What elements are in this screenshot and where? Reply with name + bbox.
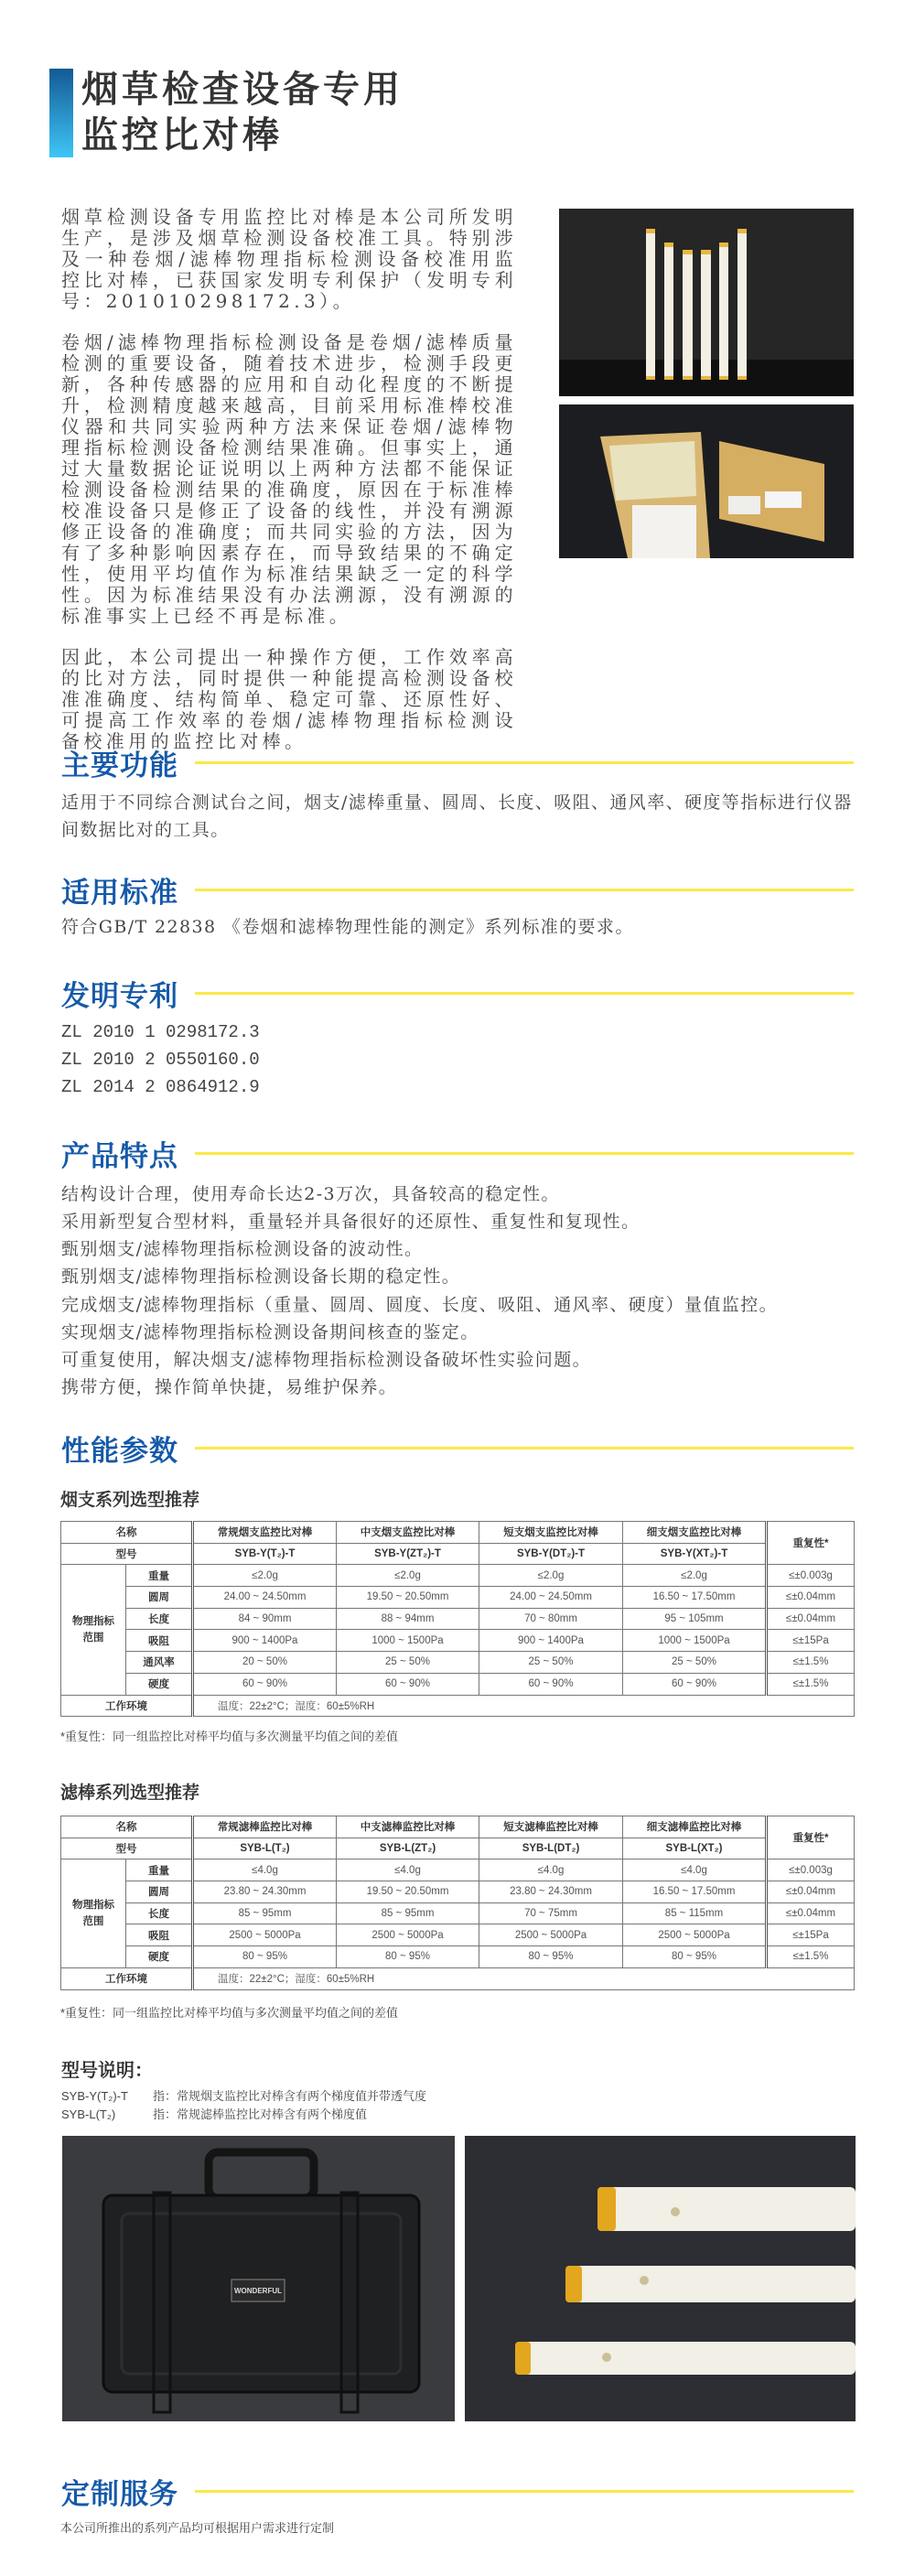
table-row — [61, 1924, 855, 1946]
section-title: 定制服务 — [61, 2477, 178, 2510]
param-value: 80 ~ 95% — [337, 1946, 479, 1968]
model-explain-row — [61, 2086, 426, 2104]
param-value: 2500 ~ 5000Pa — [193, 1924, 337, 1946]
table-row — [61, 1630, 855, 1652]
param-value: ≤2.0g — [623, 1565, 767, 1587]
param-name: 圆周 — [126, 1587, 193, 1609]
section-title: 产品特点 — [61, 1139, 178, 1172]
intro-paragraph-1: 烟草检测设备专用监控比对棒是本公司所发明生产，是涉及烟草检测设备校准工具。特别涉及一种卷烟/滤棒物理指标检测设备校准用监控比对棒，已获国家发明专利保护（发明专利号：201010298172.3）。 — [61, 206, 517, 312]
param-name: 长度 — [126, 1608, 193, 1630]
param-value: 85 ~ 95mm — [337, 1902, 479, 1924]
feature-item: 采用新型复合型材料，重量轻并具备很好的还原性、重复性和复现性。 — [61, 1212, 640, 1232]
table-row — [61, 1902, 855, 1924]
product-name: 细支滤棒监控比对棒 — [623, 1816, 767, 1838]
photo-wooden-boxes — [559, 404, 854, 558]
section-title: 适用标准 — [61, 876, 178, 909]
model-code: SYB-L(T₂) — [193, 1838, 337, 1859]
model-code: SYB-L(ZT₂) — [337, 1838, 479, 1859]
param-value: 80 ~ 95% — [193, 1946, 337, 1968]
title-accent-bar — [49, 69, 73, 157]
section-divider — [195, 1152, 854, 1155]
param-value: 24.00 ~ 24.50mm — [479, 1587, 623, 1609]
param-name: 硬度 — [126, 1946, 193, 1968]
table-row — [61, 1673, 855, 1695]
param-value: 16.50 ~ 17.50mm — [623, 1881, 767, 1903]
param-value: 84 ~ 90mm — [193, 1608, 337, 1630]
spec-table-filter — [60, 1816, 855, 1990]
table-row — [61, 1838, 855, 1859]
repeatability-value: ≤±1.5% — [767, 1673, 855, 1695]
model-desc: 指：常规滤棒监控比对棒含有两个梯度值 — [153, 2107, 368, 2121]
page-title-line2: 监控比对棒 — [81, 115, 283, 156]
table-row — [61, 1522, 855, 1544]
param-value: 88 ~ 94mm — [337, 1608, 479, 1630]
param-value: 19.50 ~ 20.50mm — [337, 1881, 479, 1903]
model-code: SYB-Y(XT₂)-T — [623, 1543, 767, 1565]
patent-item: ZL 2010 1 0298172.3 — [61, 1022, 260, 1042]
param-name: 重量 — [126, 1565, 193, 1587]
table-row — [61, 1695, 855, 1717]
repeatability-value: ≤±15Pa — [767, 1924, 855, 1946]
param-value: 20 ~ 50% — [193, 1652, 337, 1674]
repeatability-label: 重复性* — [767, 1522, 855, 1565]
repeatability-value: ≤±0.04mm — [767, 1902, 855, 1924]
param-value: 2500 ~ 5000Pa — [337, 1924, 479, 1946]
table-row — [61, 1652, 855, 1674]
patent-item: ZL 2010 2 0550160.0 — [61, 1050, 260, 1070]
param-name: 吸阻 — [126, 1924, 193, 1946]
intro-paragraph-3: 因此，本公司提出一种操作方便，工作效率高的比对方法，同时提供一种能提高检测设备校准准确度、结构简单、稳定可靠、还原性好、可提高工作效率的卷烟/滤棒物理指标检测设备校准用的监控比对棒。 — [61, 646, 517, 752]
table-row — [61, 1816, 855, 1838]
model-desc: 指：常规烟支监控比对棒含有两个梯度值并带透气度 — [153, 2089, 427, 2103]
param-value: 25 ~ 50% — [623, 1652, 767, 1674]
repeatability-value: ≤±0.04mm — [767, 1608, 855, 1630]
param-value: 25 ~ 50% — [479, 1652, 623, 1674]
model-code: SYB-L(T₂) — [61, 2107, 116, 2121]
table-row — [61, 1967, 855, 1989]
param-value: 70 ~ 80mm — [479, 1608, 623, 1630]
param-value: 80 ~ 95% — [623, 1946, 767, 1968]
page-title-line1: 烟草检查设备专用 — [81, 70, 404, 110]
model-code: SYB-L(XT₂) — [623, 1838, 767, 1859]
param-value: ≤4.0g — [623, 1859, 767, 1881]
param-value: ≤4.0g — [337, 1859, 479, 1881]
table-row — [61, 1881, 855, 1903]
section-divider — [195, 761, 854, 764]
table-row — [61, 1946, 855, 1968]
param-name: 硬度 — [126, 1673, 193, 1695]
feature-item: 完成烟支/滤棒物理指标（重量、圆周、圆度、长度、吸阻、通风率、硬度）量值监控。 — [61, 1295, 779, 1315]
product-name: 细支烟支监控比对棒 — [623, 1522, 767, 1544]
param-name: 圆周 — [126, 1881, 193, 1903]
model-code: SYB-L(DT₂) — [479, 1838, 623, 1859]
section-header-function — [61, 746, 854, 779]
name-label: 名称 — [61, 1816, 193, 1838]
product-name: 中支烟支监控比对棒 — [337, 1522, 479, 1544]
section-title: 主要功能 — [61, 749, 178, 781]
section-divider — [195, 889, 854, 891]
param-value: 60 ~ 90% — [623, 1673, 767, 1695]
param-value: 80 ~ 95% — [479, 1946, 623, 1968]
model-code: SYB-Y(DT₂)-T — [479, 1543, 623, 1565]
environment-value: 温度：22±2°C；湿度：60±5%RH — [193, 1695, 855, 1717]
photo-calibration-rods — [559, 209, 854, 396]
section-divider — [195, 1447, 854, 1450]
table-row — [61, 1859, 855, 1881]
param-value: ≤4.0g — [193, 1859, 337, 1881]
feature-item: 甄别烟支/滤棒物理指标检测设备长期的稳定性。 — [61, 1266, 461, 1287]
environment-label: 工作环境 — [61, 1695, 193, 1717]
environment-label: 工作环境 — [61, 1967, 193, 1989]
section-title: 发明专利 — [61, 979, 178, 1012]
param-group-label: 物理指标范围 — [61, 1859, 126, 1967]
param-value: ≤2.0g — [337, 1565, 479, 1587]
patent-item: ZL 2014 2 0864912.9 — [61, 1077, 260, 1097]
param-value: 23.80 ~ 24.30mm — [479, 1881, 623, 1903]
repeatability-label: 重复性* — [767, 1816, 855, 1859]
name-label: 名称 — [61, 1522, 193, 1544]
param-value: ≤2.0g — [193, 1565, 337, 1587]
param-value: 900 ~ 1400Pa — [479, 1630, 623, 1652]
intro-text — [61, 207, 517, 752]
param-value: 900 ~ 1400Pa — [193, 1630, 337, 1652]
photo-carry-case — [62, 2136, 455, 2421]
section-header-standard — [61, 873, 854, 909]
param-value: 60 ~ 90% — [479, 1673, 623, 1695]
param-value: 24.00 ~ 24.50mm — [193, 1587, 337, 1609]
param-value: 85 ~ 115mm — [623, 1902, 767, 1924]
param-value: 95 ~ 105mm — [623, 1608, 767, 1630]
repeatability-value: ≤±1.5% — [767, 1652, 855, 1674]
feature-item: 结构设计合理，使用寿命长达2-3万次，具备较高的稳定性。 — [61, 1184, 560, 1204]
case-brand-label: WONDERFUL — [234, 2287, 282, 2295]
param-name: 通风率 — [126, 1652, 193, 1674]
model-label: 型号 — [61, 1543, 193, 1565]
section-header-features — [61, 1137, 854, 1172]
table-footnote: *重复性：同一组监控比对棒平均值与多次测量平均值之间的差值 — [60, 1730, 399, 1743]
repeatability-value: ≤±0.04mm — [767, 1587, 855, 1609]
param-name: 吸阻 — [126, 1630, 193, 1652]
table-subtitle-filter: 滤棒系列选型推荐 — [60, 1784, 200, 1803]
table-row — [61, 1587, 855, 1609]
model-label: 型号 — [61, 1838, 193, 1859]
table-row — [61, 1543, 855, 1565]
repeatability-value: ≤±0.003g — [767, 1859, 855, 1881]
param-value: 1000 ~ 1500Pa — [337, 1630, 479, 1652]
table-row — [61, 1608, 855, 1630]
repeatability-value: ≤±0.003g — [767, 1565, 855, 1587]
param-value: 85 ~ 95mm — [193, 1902, 337, 1924]
section-header-custom — [61, 2474, 854, 2510]
standard-text: 符合GB/T 22838 《卷烟和滤棒物理性能的测定》系列标准的要求。 — [61, 917, 634, 937]
section-divider — [195, 2490, 854, 2493]
param-value: 16.50 ~ 17.50mm — [623, 1587, 767, 1609]
param-name: 重量 — [126, 1859, 193, 1881]
model-code: SYB-Y(T₂)-T — [61, 2089, 128, 2103]
param-value: ≤2.0g — [479, 1565, 623, 1587]
param-value: 2500 ~ 5000Pa — [623, 1924, 767, 1946]
param-value: 70 ~ 75mm — [479, 1902, 623, 1924]
param-value: 60 ~ 90% — [337, 1673, 479, 1695]
function-text-line2: 间数据比对的工具。 — [61, 820, 230, 840]
param-value: 1000 ~ 1500Pa — [623, 1630, 767, 1652]
product-name: 短支烟支监控比对棒 — [479, 1522, 623, 1544]
spec-table-cigarette — [60, 1521, 855, 1717]
environment-value: 温度：22±2°C；湿度：60±5%RH — [193, 1967, 855, 1989]
intro-paragraph-2: 卷烟/滤棒物理指标检测设备是卷烟/滤棒质量检测的重要设备，随着技术进步，检测手段更新，各种传感器的应用和自动化程度的不断提升，检测精度越来越高，目前采用标准棒校准仪器和共同实验两种方法来保证卷烟/滤棒物理指标检测设备检测结果准确。但事实上，通过大量数据论证说明以上两种方法都不能保证检测设备检测结果的准确度，原因在于标准棒校准设备只是修正了设备的线性，并没有溯源修正设备的准确度；而共同实验的方法，因为有了多种影响因素存在，而导致结果的不确定性，使用平均值作为标准结果缺乏一定的科学性。因为标准结果没有办法溯源，没有溯源的标准事实上已经不再是标准。 — [61, 331, 517, 627]
table-row — [61, 1565, 855, 1587]
product-name: 中支滤棒监控比对棒 — [337, 1816, 479, 1838]
param-value: ≤4.0g — [479, 1859, 623, 1881]
param-value: 19.50 ~ 20.50mm — [337, 1587, 479, 1609]
model-code: SYB-Y(T₂)-T — [193, 1543, 337, 1565]
param-value: 2500 ~ 5000Pa — [479, 1924, 623, 1946]
product-name: 短支滤棒监控比对棒 — [479, 1816, 623, 1838]
param-value: 60 ~ 90% — [193, 1673, 337, 1695]
custom-text: 本公司所推出的系列产品均可根据用户需求进行定制 — [60, 2521, 335, 2535]
param-value: 23.80 ~ 24.30mm — [193, 1881, 337, 1903]
repeatability-value: ≤±1.5% — [767, 1946, 855, 1968]
model-explain-heading: 型号说明： — [61, 2061, 153, 2081]
function-text-line1: 适用于不同综合测试台之间，烟支/滤棒重量、圆周、长度、吸阻、通风率、硬度等指标进行仪器 — [61, 792, 853, 813]
model-explain-row — [61, 2105, 367, 2122]
section-header-performance — [61, 1431, 854, 1467]
photo-rod-closeup — [465, 2136, 856, 2421]
repeatability-value: ≤±0.04mm — [767, 1881, 855, 1903]
section-header-patent — [61, 976, 854, 1012]
section-divider — [195, 992, 854, 995]
feature-item: 携带方便，操作简单快捷，易维护保养。 — [61, 1377, 398, 1397]
product-name: 常规滤棒监控比对棒 — [193, 1816, 337, 1838]
param-group-label: 物理指标范围 — [61, 1565, 126, 1695]
repeatability-value: ≤±15Pa — [767, 1630, 855, 1652]
param-value: 25 ~ 50% — [337, 1652, 479, 1674]
table-footnote: *重复性：同一组监控比对棒平均值与多次测量平均值之间的差值 — [60, 2006, 399, 2020]
section-title: 性能参数 — [61, 1434, 178, 1467]
feature-item: 可重复使用，解决烟支/滤棒物理指标检测设备破坏性实验问题。 — [61, 1350, 592, 1370]
table-subtitle-cigarette: 烟支系列选型推荐 — [60, 1491, 200, 1510]
param-name: 长度 — [126, 1902, 193, 1924]
feature-item: 甄别烟支/滤棒物理指标检测设备的波动性。 — [61, 1239, 424, 1259]
product-name: 常规烟支监控比对棒 — [193, 1522, 337, 1544]
model-code: SYB-Y(ZT₂)-T — [337, 1543, 479, 1565]
feature-item: 实现烟支/滤棒物理指标检测设备期间核查的鉴定。 — [61, 1322, 479, 1342]
